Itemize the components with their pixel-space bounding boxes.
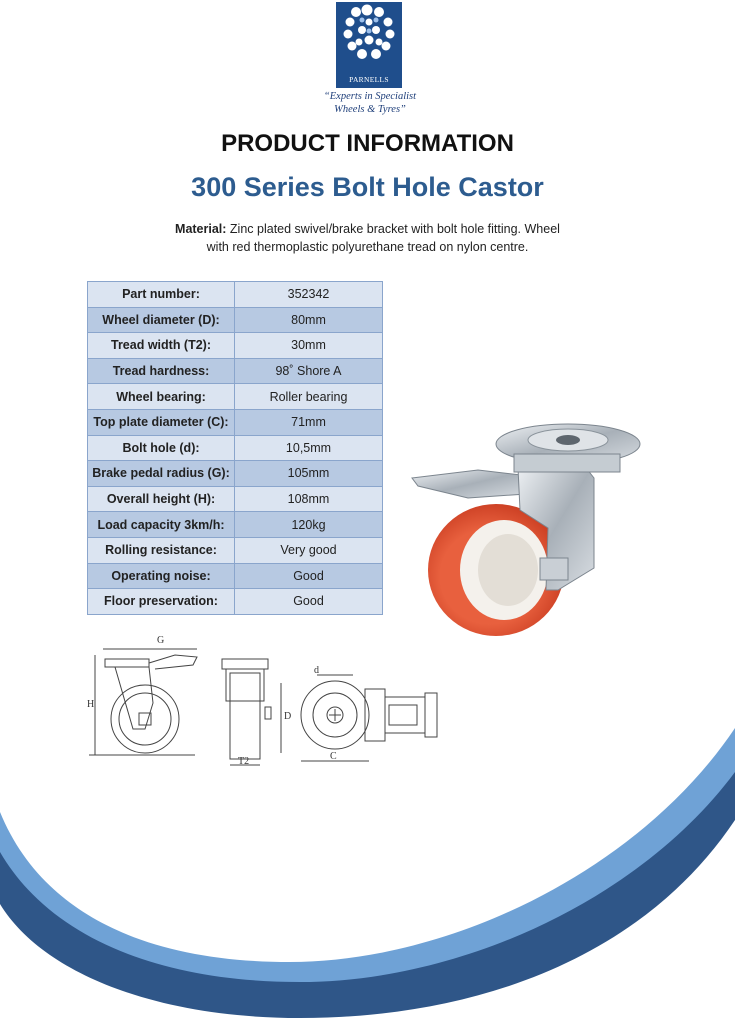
- spec-label: Tread width (T2):: [88, 333, 235, 359]
- spec-label: Rolling resistance:: [88, 537, 235, 563]
- spec-label: Overall height (H):: [88, 486, 235, 512]
- wheel-dots-icon: [336, 2, 402, 74]
- spec-label: Bolt hole (d):: [88, 435, 235, 461]
- spec-value: Roller bearing: [235, 384, 383, 410]
- spec-label: Operating noise:: [88, 563, 235, 589]
- product-title: 300 Series Bolt Hole Castor: [191, 172, 544, 202]
- material-text-2: with red thermoplastic polyurethane tread on nylon centre.: [206, 240, 529, 254]
- table-row: [88, 282, 383, 308]
- table-row: [88, 461, 383, 487]
- spec-label: Top plate diameter (C):: [88, 409, 235, 435]
- spec-label: Floor preservation:: [88, 589, 235, 615]
- table-row: [88, 384, 383, 410]
- dim-label-g: G: [157, 635, 165, 646]
- material-label: Material:: [175, 222, 227, 236]
- spec-label: Wheel bearing:: [88, 384, 235, 410]
- table-row: [88, 358, 383, 384]
- spec-value: 108mm: [235, 486, 383, 512]
- spec-label: Brake pedal radius (G):: [88, 461, 235, 487]
- tagline-line-1: “Experts in Specialist: [323, 91, 417, 102]
- table-row: [88, 409, 383, 435]
- spec-label: Wheel diameter (D):: [88, 307, 235, 333]
- table-row: [88, 512, 383, 538]
- table-row: [88, 563, 383, 589]
- spec-value: 352342: [235, 282, 383, 308]
- dim-label-d-bolt: d: [314, 665, 319, 676]
- spec-value: 105mm: [235, 461, 383, 487]
- table-row: [88, 589, 383, 615]
- dim-label-t2: T2: [238, 756, 250, 767]
- spec-value: Good: [235, 563, 383, 589]
- decorative-swoosh: [0, 700, 735, 1024]
- dim-label-d-diameter: D: [284, 711, 292, 722]
- spec-value: 30mm: [235, 333, 383, 359]
- spec-value: Very good: [235, 537, 383, 563]
- dim-label-h: H: [87, 699, 95, 710]
- spec-label: Tread hardness:: [88, 358, 235, 384]
- spec-label: Part number:: [88, 282, 235, 308]
- spec-value: 71mm: [235, 409, 383, 435]
- page-heading: PRODUCT INFORMATION: [221, 130, 514, 157]
- table-row: [88, 333, 383, 359]
- dim-label-c: C: [330, 751, 337, 762]
- table-row: [88, 435, 383, 461]
- spec-value: 10,5mm: [235, 435, 383, 461]
- spec-value: 80mm: [235, 307, 383, 333]
- spec-value: Good: [235, 589, 383, 615]
- parnells-logo: [336, 2, 402, 88]
- material-text-1: Zinc plated swivel/brake bracket with bolt hole fitting. Wheel: [229, 222, 560, 236]
- material-description: [162, 220, 573, 256]
- logo-tagline: [300, 90, 440, 116]
- castor-product-image: [408, 418, 648, 643]
- spec-value: 120kg: [235, 512, 383, 538]
- table-row: [88, 537, 383, 563]
- tagline-line-2: Wheels & Tyres”: [334, 104, 406, 115]
- logo-brand: PARNELLS: [349, 75, 389, 84]
- table-row: [88, 307, 383, 333]
- specs-table: [87, 281, 383, 615]
- table-row: [88, 486, 383, 512]
- spec-value: 98˚ Shore A: [235, 358, 383, 384]
- spec-label: Load capacity 3km/h:: [88, 512, 235, 538]
